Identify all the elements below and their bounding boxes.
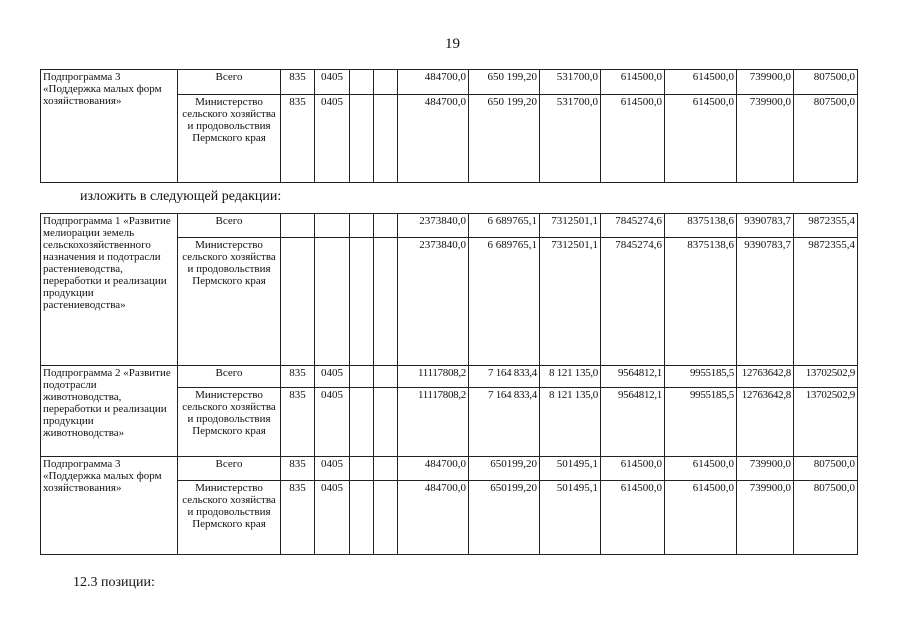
- amount-cell: 9390783,7: [737, 238, 794, 366]
- subprogram-name: Подпрограмма 3 «Поддержка малых форм хозяйствования»: [41, 70, 178, 183]
- amount-cell: 807500,0: [794, 457, 858, 481]
- section-code: 0405: [315, 457, 350, 481]
- admin-code: 835: [281, 366, 315, 388]
- amount-cell: 9390783,7: [737, 214, 794, 238]
- amount-cell: 614500,0: [665, 481, 737, 555]
- blank-cell: [374, 366, 398, 388]
- table-row: [41, 214, 858, 238]
- blank-cell: [374, 481, 398, 555]
- amount-cell: 614500,0: [601, 481, 665, 555]
- amount-cell: 7845274,6: [601, 214, 665, 238]
- blank-cell: [374, 95, 398, 183]
- amount-cell: 8 121 135,0: [540, 388, 601, 457]
- budget-table-old: [40, 69, 858, 183]
- line-type: Всего: [178, 366, 281, 388]
- amount-cell: 614500,0: [601, 457, 665, 481]
- blank-cell: [350, 70, 374, 95]
- amount-cell: 11117808,2: [398, 366, 469, 388]
- section-code: 0405: [315, 366, 350, 388]
- blank-cell: [350, 238, 374, 366]
- admin-code: 835: [281, 70, 315, 95]
- amount-cell: 739900,0: [737, 95, 794, 183]
- amount-cell: 6 689765,1: [469, 238, 540, 366]
- amount-cell: 7 164 833,4: [469, 366, 540, 388]
- subprogram-name: Подпрограмма 3 «Поддержка малых форм хозяйствования»: [41, 457, 178, 555]
- admin-code: 835: [281, 95, 315, 183]
- amount-cell: 9955185,5: [665, 388, 737, 457]
- line-type: Всего: [178, 457, 281, 481]
- amount-cell: 531700,0: [540, 70, 601, 95]
- line-type: Министерство сельского хозяйства и продовольствия Пермского края: [178, 481, 281, 555]
- amount-cell: 7845274,6: [601, 238, 665, 366]
- blank-cell: [374, 457, 398, 481]
- amount-cell: 739900,0: [737, 457, 794, 481]
- amount-cell: 7 164 833,4: [469, 388, 540, 457]
- blank-cell: [350, 95, 374, 183]
- amount-cell: 614500,0: [601, 70, 665, 95]
- amount-cell: 9955185,5: [665, 366, 737, 388]
- amount-cell: 614500,0: [665, 70, 737, 95]
- section-code: [315, 214, 350, 238]
- amount-cell: 501495,1: [540, 457, 601, 481]
- amount-cell: 531700,0: [540, 95, 601, 183]
- amount-cell: 6 689765,1: [469, 214, 540, 238]
- blank-cell: [374, 70, 398, 95]
- blank-cell: [350, 366, 374, 388]
- admin-code: 835: [281, 481, 315, 555]
- amount-cell: 501495,1: [540, 481, 601, 555]
- line-type: Всего: [178, 214, 281, 238]
- blank-cell: [350, 481, 374, 555]
- amount-cell: 2373840,0: [398, 214, 469, 238]
- amount-cell: 7312501,1: [540, 238, 601, 366]
- section-code: 0405: [315, 388, 350, 457]
- blank-cell: [350, 457, 374, 481]
- line-type: Всего: [178, 70, 281, 95]
- section-code: 0405: [315, 481, 350, 555]
- amount-cell: 807500,0: [794, 70, 858, 95]
- amount-cell: 8375138,6: [665, 214, 737, 238]
- admin-code: 835: [281, 457, 315, 481]
- blank-cell: [350, 214, 374, 238]
- section-code: 0405: [315, 70, 350, 95]
- section-heading: 12.3 позиции:: [73, 575, 155, 590]
- amount-cell: 739900,0: [737, 481, 794, 555]
- amount-cell: 12763642,8: [737, 388, 794, 457]
- amount-cell: 8 121 135,0: [540, 366, 601, 388]
- amount-cell: 9872355,4: [794, 238, 858, 366]
- amount-cell: 9564812,1: [601, 388, 665, 457]
- admin-code: 835: [281, 388, 315, 457]
- section-code: [315, 238, 350, 366]
- amount-cell: 11117808,2: [398, 388, 469, 457]
- amount-cell: 13702502,9: [794, 388, 858, 457]
- blank-cell: [374, 214, 398, 238]
- amount-cell: 614500,0: [665, 457, 737, 481]
- blank-cell: [374, 388, 398, 457]
- amount-cell: 2373840,0: [398, 238, 469, 366]
- admin-code: [281, 214, 315, 238]
- blank-cell: [374, 238, 398, 366]
- amount-cell: 650 199,20: [469, 95, 540, 183]
- amount-cell: 484700,0: [398, 70, 469, 95]
- section-code: 0405: [315, 95, 350, 183]
- amount-cell: 807500,0: [794, 95, 858, 183]
- amount-cell: 484700,0: [398, 95, 469, 183]
- amount-cell: 7312501,1: [540, 214, 601, 238]
- amount-cell: 650199,20: [469, 457, 540, 481]
- amount-cell: 484700,0: [398, 481, 469, 555]
- table-row: [41, 70, 858, 95]
- amount-cell: 8375138,6: [665, 238, 737, 366]
- amount-cell: 9564812,1: [601, 366, 665, 388]
- budget-table-new: [40, 213, 858, 555]
- table-row: [41, 457, 858, 481]
- subprogram-name: Подпрограмма 2 «Развитие подотрасли животноводства, переработки и реализации продукции животноводства»: [41, 366, 178, 457]
- amount-cell: 807500,0: [794, 481, 858, 555]
- amount-cell: 484700,0: [398, 457, 469, 481]
- page-number: 19: [445, 36, 460, 52]
- line-type: Министерство сельского хозяйства и продовольствия Пермского края: [178, 388, 281, 457]
- amount-cell: 650199,20: [469, 481, 540, 555]
- amount-cell: 650 199,20: [469, 70, 540, 95]
- amount-cell: 9872355,4: [794, 214, 858, 238]
- table-row: [41, 366, 858, 388]
- admin-code: [281, 238, 315, 366]
- line-type: Министерство сельского хозяйства и продовольствия Пермского края: [178, 95, 281, 183]
- instruction-text: изложить в следующей редакции:: [80, 189, 282, 204]
- amount-cell: 614500,0: [665, 95, 737, 183]
- amount-cell: 12763642,8: [737, 366, 794, 388]
- subprogram-name: Подпрограмма 1 «Развитие мелиорации земель сельскохозяйственного назначения и подотрасли растениеводства, переработки и реализации продукции растениеводства»: [41, 214, 178, 366]
- amount-cell: 614500,0: [601, 95, 665, 183]
- amount-cell: 13702502,9: [794, 366, 858, 388]
- blank-cell: [350, 388, 374, 457]
- amount-cell: 739900,0: [737, 70, 794, 95]
- line-type: Министерство сельского хозяйства и продовольствия Пермского края: [178, 238, 281, 366]
